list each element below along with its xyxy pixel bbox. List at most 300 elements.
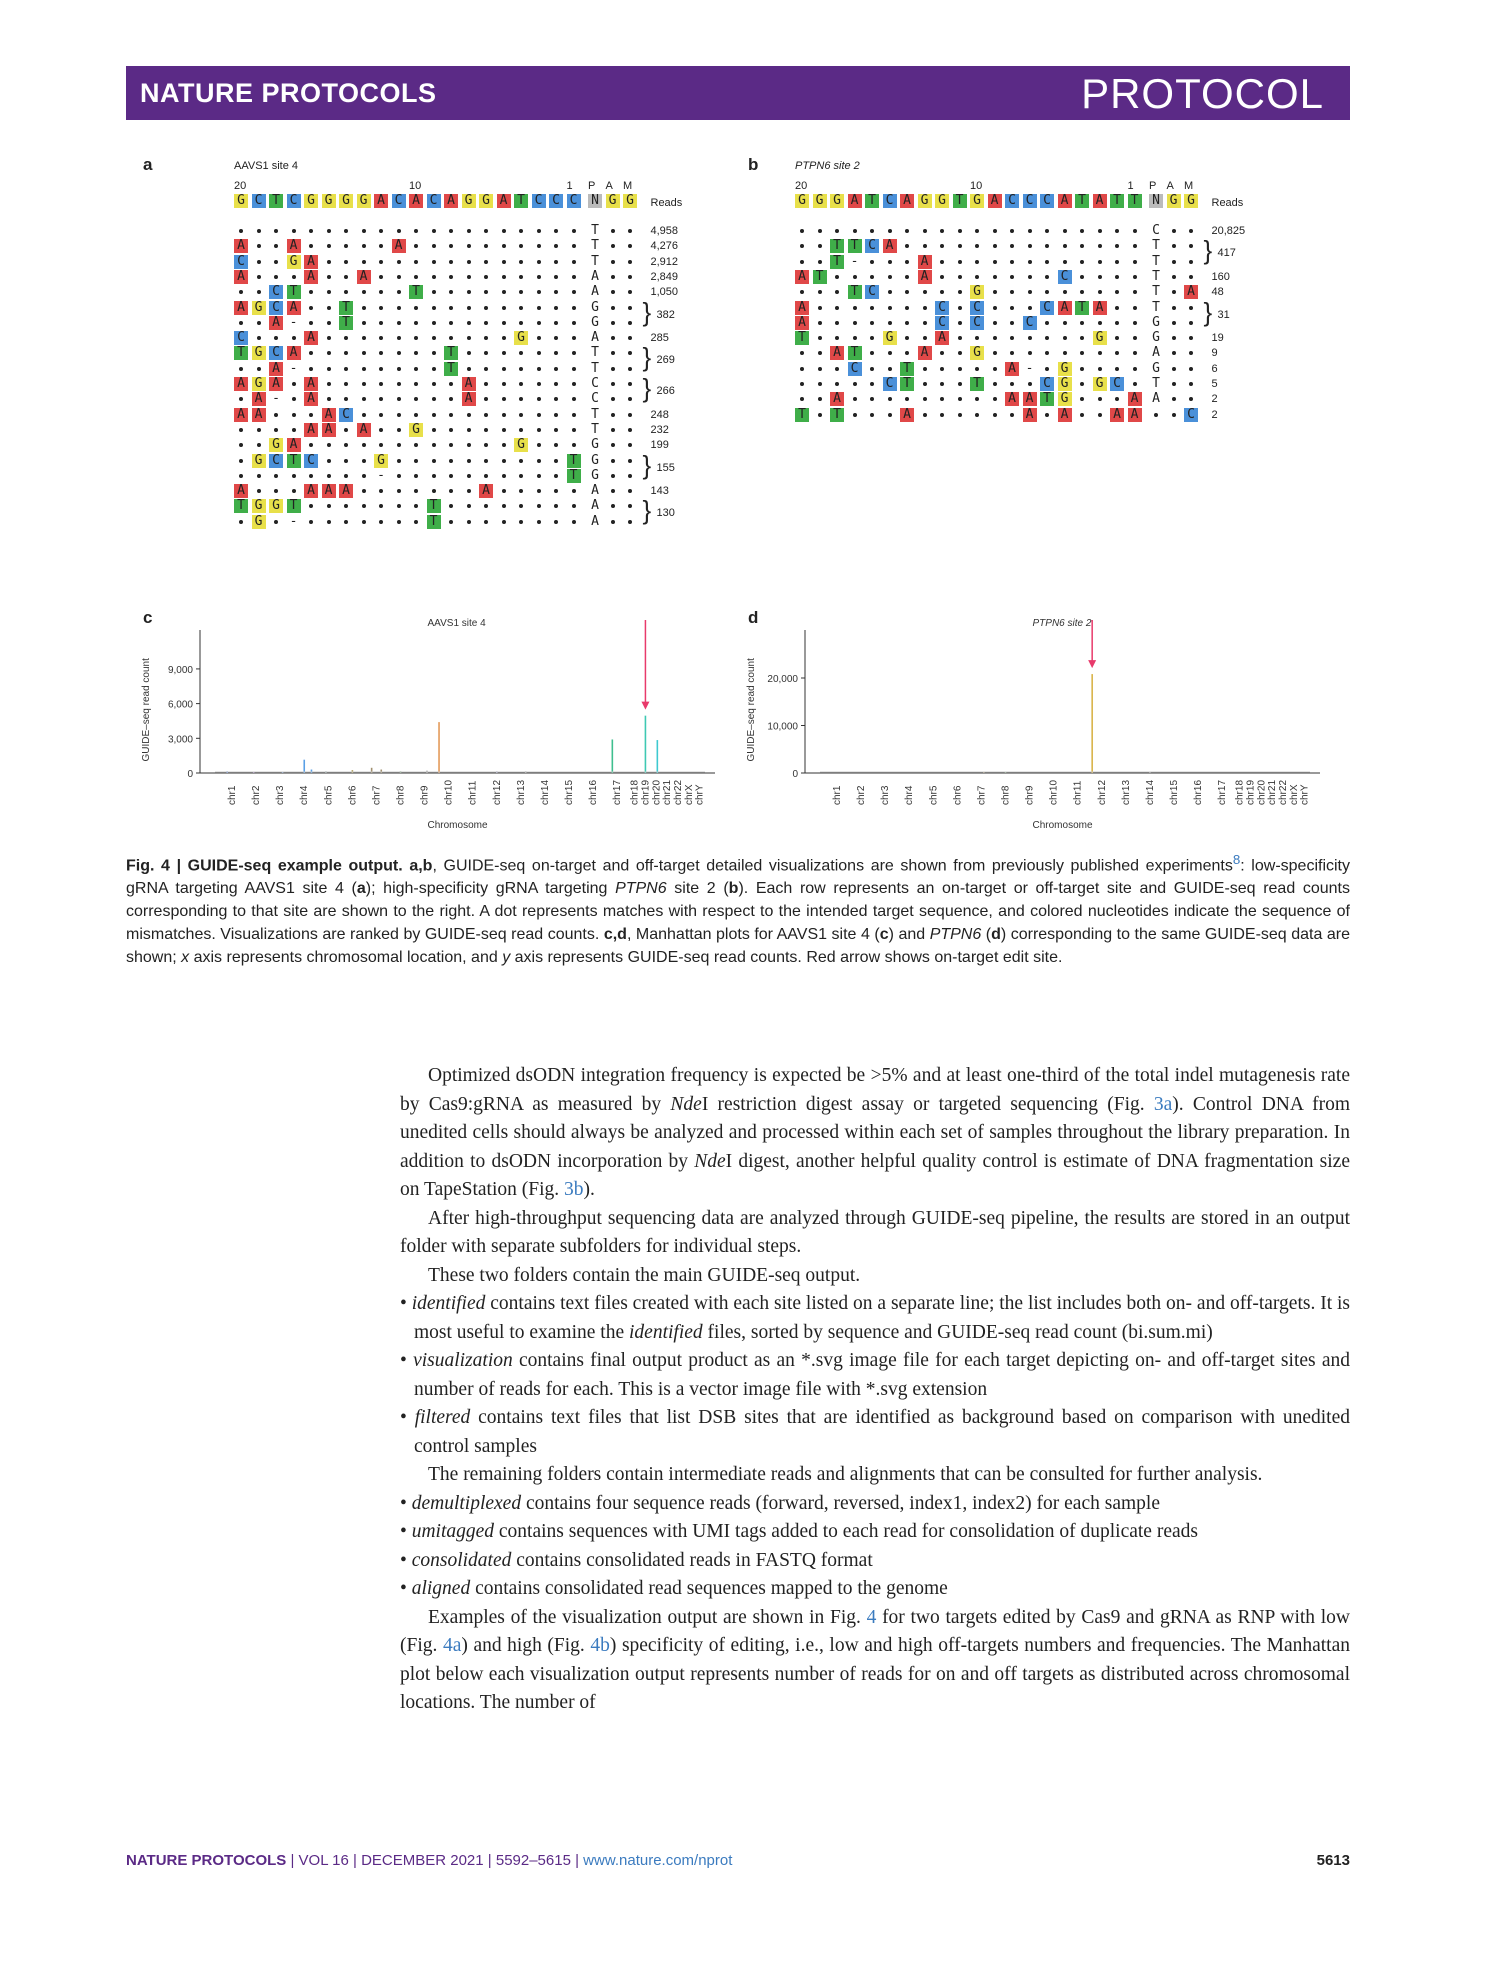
- match-dot: [800, 382, 804, 386]
- match-dot: [905, 290, 909, 294]
- match-dot: [554, 397, 558, 401]
- text: contains text files that list DSB sites that are identified as background based on comparison with unedited control samples: [414, 1407, 1350, 1457]
- match-dot: [1098, 260, 1102, 264]
- target-nucleotide: C: [549, 194, 563, 208]
- read-count: 232: [650, 423, 669, 436]
- match-dot: [554, 229, 558, 233]
- match-dot: [397, 413, 401, 417]
- mismatch-nucleotide: T: [567, 469, 581, 483]
- caption-text: axis represents chromosomal location, and: [189, 949, 503, 967]
- panel-d-letter: d: [748, 608, 759, 627]
- x-tick-label: chr4: [904, 785, 916, 805]
- read-count: 266: [656, 385, 675, 397]
- match-dot: [344, 397, 348, 401]
- match-dot: [1189, 336, 1193, 340]
- mismatch-nucleotide: C: [591, 391, 599, 407]
- mismatch-nucleotide: T: [287, 454, 301, 468]
- match-dot: [344, 229, 348, 233]
- match-dot: [519, 275, 523, 279]
- match-dot: [327, 504, 331, 508]
- match-dot: [467, 474, 471, 478]
- match-dot: [362, 520, 366, 524]
- match-dot: [1189, 351, 1193, 355]
- x-tick-label: chr1: [227, 785, 239, 805]
- match-dot: [1098, 275, 1102, 279]
- match-dot: [1028, 306, 1032, 310]
- match-dot: [888, 275, 892, 279]
- mismatch-nucleotide: C: [1040, 301, 1054, 315]
- match-dot: [379, 504, 383, 508]
- match-dot: [274, 260, 278, 264]
- mismatch-nucleotide: T: [830, 255, 844, 269]
- match-dot: [449, 290, 453, 294]
- match-dot: [1045, 321, 1049, 325]
- mismatch-nucleotide: T: [848, 285, 862, 299]
- match-dot: [853, 306, 857, 310]
- mismatch-nucleotide: T: [444, 346, 458, 360]
- match-dot: [975, 229, 979, 233]
- match-dot: [870, 306, 874, 310]
- match-dot: [975, 413, 979, 417]
- match-dot: [818, 351, 822, 355]
- match-dot: [379, 244, 383, 248]
- match-dot: [628, 367, 632, 371]
- match-dot: [257, 244, 261, 248]
- x-tick-label: chr9: [1024, 785, 1036, 805]
- match-dot: [484, 459, 488, 463]
- match-dot: [554, 306, 558, 310]
- match-dot: [484, 474, 488, 478]
- match-dot: [1080, 397, 1084, 401]
- mismatch-nucleotide: T: [234, 499, 248, 513]
- match-dot: [1063, 229, 1067, 233]
- match-dot: [502, 382, 506, 386]
- position-label: 20: [234, 180, 247, 192]
- x-tick-label: chr16: [588, 779, 600, 805]
- match-dot: [1115, 321, 1119, 325]
- match-dot: [502, 443, 506, 447]
- match-dot: [1133, 244, 1137, 248]
- caption-gene: PTPN6: [615, 880, 667, 898]
- target-nucleotide: N: [588, 194, 602, 208]
- match-dot: [502, 290, 506, 294]
- match-dot: [414, 260, 418, 264]
- mismatch-nucleotide: T: [234, 346, 248, 360]
- mismatch-nucleotide: G: [287, 255, 301, 269]
- target-nucleotide: C: [1040, 194, 1054, 208]
- match-dot: [611, 474, 615, 478]
- target-nucleotide: T: [865, 194, 879, 208]
- mismatch-nucleotide: T: [427, 515, 441, 529]
- mismatch-nucleotide: G: [514, 331, 528, 345]
- x-tick-label: chr2: [251, 785, 263, 805]
- x-tick-label: chrY: [694, 784, 706, 805]
- mismatch-nucleotide: C: [1110, 377, 1124, 391]
- caption-x: x: [181, 949, 190, 967]
- match-dot: [379, 397, 383, 401]
- match-dot: [628, 413, 632, 417]
- match-dot: [628, 306, 632, 310]
- match-dot: [958, 275, 962, 279]
- match-dot: [537, 459, 541, 463]
- mismatch-nucleotide: G: [883, 331, 897, 345]
- match-dot: [1133, 382, 1137, 386]
- match-dot: [1189, 260, 1193, 264]
- match-dot: [1098, 244, 1102, 248]
- match-dot: [484, 275, 488, 279]
- match-dot: [905, 351, 909, 355]
- brace-icon: }: [642, 495, 652, 526]
- match-dot: [1115, 306, 1119, 310]
- match-dot: [993, 382, 997, 386]
- position-label: A: [605, 180, 613, 192]
- match-dot: [888, 229, 892, 233]
- match-dot: [309, 351, 313, 355]
- x-tick-label: chr22: [672, 779, 684, 805]
- panel-a-letter: a: [143, 155, 153, 174]
- caption-gene: PTPN6: [929, 926, 982, 944]
- target-nucleotide: A: [409, 194, 423, 208]
- match-dot: [853, 275, 857, 279]
- read-count: 160: [1211, 270, 1230, 283]
- match-dot: [449, 428, 453, 432]
- folder-name: aligned: [411, 1578, 471, 1599]
- bullet-item: • filtered contains text files that list DSB sites that are identified as background based on comparison with unedited control samples: [400, 1407, 1350, 1457]
- mismatch-nucleotide: C: [234, 331, 248, 345]
- fig-4-link[interactable]: 4: [866, 1606, 877, 1628]
- match-dot: [344, 459, 348, 463]
- mismatch-nucleotide: G: [252, 377, 266, 391]
- match-dot: [519, 520, 523, 524]
- match-dot: [344, 443, 348, 447]
- match-dot: [397, 229, 401, 233]
- match-dot: [923, 306, 927, 310]
- match-dot: [519, 367, 523, 371]
- match-dot: [327, 459, 331, 463]
- mismatch-nucleotide: T: [970, 377, 984, 391]
- match-dot: [554, 321, 558, 325]
- match-dot: [1045, 290, 1049, 294]
- page-number: 5613: [1316, 1852, 1350, 1869]
- match-dot: [397, 336, 401, 340]
- match-dot: [611, 413, 615, 417]
- target-nucleotide: N: [1149, 194, 1163, 208]
- y-tick-label: 20,000: [767, 674, 798, 685]
- match-dot: [484, 336, 488, 340]
- match-dot: [611, 520, 615, 524]
- match-dot: [1080, 244, 1084, 248]
- fig-3a-link[interactable]: 3a: [1153, 1093, 1173, 1115]
- footer-url-link[interactable]: www.nature.com/nprot: [583, 1852, 733, 1869]
- match-dot: [292, 413, 296, 417]
- x-tick-label: chr7: [371, 785, 383, 805]
- folder-name: filtered: [414, 1407, 471, 1428]
- match-dot: [327, 474, 331, 478]
- match-dot: [1010, 321, 1014, 325]
- mismatch-nucleotide: T: [339, 316, 353, 330]
- x-tick-label: chr20: [1256, 779, 1268, 805]
- match-dot: [870, 367, 874, 371]
- match-dot: [344, 351, 348, 355]
- match-dot: [628, 336, 632, 340]
- x-tick-label: chr3: [880, 785, 892, 805]
- match-dot: [1172, 382, 1176, 386]
- target-nucleotide: G: [479, 194, 493, 208]
- caption-cd: c,d: [603, 926, 627, 944]
- fig-4b-link[interactable]: 4b: [590, 1635, 610, 1656]
- match-dot: [292, 489, 296, 493]
- match-dot: [519, 474, 523, 478]
- match-dot: [257, 428, 261, 432]
- match-dot: [993, 351, 997, 355]
- match-dot: [1133, 321, 1137, 325]
- match-dot: [835, 382, 839, 386]
- match-dot: [554, 351, 558, 355]
- match-dot: [379, 260, 383, 264]
- match-dot: [1045, 336, 1049, 340]
- match-dot: [362, 367, 366, 371]
- match-dot: [484, 367, 488, 371]
- match-dot: [309, 290, 313, 294]
- match-dot: [362, 244, 366, 248]
- match-dot: [1172, 244, 1176, 248]
- mismatch-nucleotide: A: [392, 239, 406, 253]
- mismatch-nucleotide: A: [304, 270, 318, 284]
- match-dot: [502, 428, 506, 432]
- match-dot: [362, 321, 366, 325]
- match-dot: [554, 428, 558, 432]
- match-dot: [993, 306, 997, 310]
- caption-ref-link[interactable]: 8: [1232, 852, 1241, 867]
- folder-name: demultiplexed: [411, 1492, 522, 1514]
- match-dot: [309, 321, 313, 325]
- match-dot: [449, 336, 453, 340]
- mismatch-nucleotide: C: [269, 346, 283, 360]
- match-dot: [1189, 397, 1193, 401]
- match-dot: [537, 306, 541, 310]
- match-dot: [432, 244, 436, 248]
- match-dot: [519, 397, 523, 401]
- match-dot: [554, 459, 558, 463]
- match-dot: [940, 275, 944, 279]
- mismatch-nucleotide: C: [970, 316, 984, 330]
- mismatch-nucleotide: A: [795, 301, 809, 315]
- target-nucleotide: G: [339, 194, 353, 208]
- arrow-head-icon: [641, 702, 649, 710]
- match-dot: [905, 321, 909, 325]
- match-dot: [414, 321, 418, 325]
- mismatch-nucleotide: A: [339, 484, 353, 498]
- match-dot: [835, 290, 839, 294]
- match-dot: [611, 504, 615, 508]
- match-dot: [1063, 321, 1067, 325]
- match-dot: [923, 290, 927, 294]
- match-dot: [537, 489, 541, 493]
- brace-icon: }: [642, 342, 652, 373]
- fig-3b-link[interactable]: 3b: [564, 1179, 584, 1200]
- match-dot: [993, 244, 997, 248]
- match-dot: [362, 489, 366, 493]
- match-dot: [379, 336, 383, 340]
- match-dot: [502, 229, 506, 233]
- mismatch-nucleotide: -: [269, 392, 283, 406]
- mismatch-nucleotide: T: [567, 454, 581, 468]
- target-nucleotide: G: [970, 194, 984, 208]
- match-dot: [414, 382, 418, 386]
- match-dot: [379, 443, 383, 447]
- match-dot: [274, 244, 278, 248]
- mismatch-nucleotide: A: [304, 484, 318, 498]
- panel-c-manhattan-plot: [135, 610, 735, 835]
- match-dot: [975, 397, 979, 401]
- match-dot: [835, 321, 839, 325]
- match-dot: [572, 260, 576, 264]
- match-dot: [975, 260, 979, 264]
- match-dot: [940, 244, 944, 248]
- bullet-item: • demultiplexed contains four sequence reads (forward, reversed, index1, index2) for each sample: [400, 1492, 1160, 1514]
- match-dot: [274, 428, 278, 432]
- match-dot: [484, 520, 488, 524]
- match-dot: [327, 382, 331, 386]
- read-count: 382: [656, 308, 675, 321]
- mismatch-nucleotide: A: [883, 239, 897, 253]
- x-tick-label: chr2: [856, 785, 868, 805]
- mismatch-nucleotide: C: [1152, 223, 1160, 238]
- match-dot: [940, 229, 944, 233]
- match-dot: [1010, 290, 1014, 294]
- match-dot: [327, 275, 331, 279]
- mismatch-nucleotide: C: [304, 454, 318, 468]
- text: ).: [583, 1179, 595, 1200]
- x-tick-label: chr12: [1096, 779, 1108, 805]
- match-dot: [519, 290, 523, 294]
- match-dot: [572, 290, 576, 294]
- match-dot: [449, 504, 453, 508]
- brace-icon: }: [642, 296, 652, 327]
- match-dot: [397, 474, 401, 478]
- target-nucleotide: C: [252, 194, 266, 208]
- match-dot: [628, 382, 632, 386]
- match-dot: [362, 260, 366, 264]
- target-nucleotide: T: [514, 194, 528, 208]
- match-dot: [940, 367, 944, 371]
- mismatch-nucleotide: A: [830, 392, 844, 406]
- mismatch-nucleotide: T: [287, 499, 301, 513]
- mismatch-nucleotide: A: [918, 346, 932, 360]
- match-dot: [628, 459, 632, 463]
- match-dot: [958, 321, 962, 325]
- mismatch-nucleotide: T: [1152, 376, 1160, 391]
- match-dot: [1133, 229, 1137, 233]
- y-tick-label: 6,000: [167, 699, 193, 711]
- match-dot: [870, 382, 874, 386]
- match-dot: [1172, 229, 1176, 233]
- match-dot: [502, 244, 506, 248]
- match-dot: [1098, 351, 1102, 355]
- match-dot: [432, 275, 436, 279]
- match-dot: [397, 275, 401, 279]
- match-dot: [888, 413, 892, 417]
- match-dot: [835, 306, 839, 310]
- match-dot: [414, 504, 418, 508]
- match-dot: [923, 244, 927, 248]
- match-dot: [1028, 336, 1032, 340]
- match-dot: [628, 260, 632, 264]
- match-dot: [344, 504, 348, 508]
- match-dot: [327, 306, 331, 310]
- match-dot: [432, 306, 436, 310]
- caption-text: , GUIDE-seq on-target and off-target detailed visualizations are shown from previously published experiments: [432, 857, 1233, 875]
- match-dot: [432, 413, 436, 417]
- paragraph: The remaining folders contain intermediate reads and alignments that can be consulted for further analysis.: [428, 1464, 1263, 1485]
- match-dot: [344, 290, 348, 294]
- x-tick-label: chr3: [275, 785, 287, 805]
- mismatch-nucleotide: G: [252, 301, 266, 315]
- match-dot: [993, 275, 997, 279]
- x-tick-label: chr5: [323, 785, 335, 805]
- match-dot: [379, 489, 383, 493]
- match-dot: [1010, 244, 1014, 248]
- match-dot: [467, 504, 471, 508]
- match-dot: [888, 351, 892, 355]
- match-dot: [853, 382, 857, 386]
- match-dot: [1133, 290, 1137, 294]
- match-dot: [1115, 229, 1119, 233]
- figure-caption: [126, 848, 1350, 969]
- match-dot: [923, 321, 927, 325]
- match-dot: [611, 459, 615, 463]
- match-dot: [484, 382, 488, 386]
- match-dot: [923, 229, 927, 233]
- x-tick-label: chr9: [419, 785, 431, 805]
- mismatch-nucleotide: A: [269, 362, 283, 376]
- match-dot: [628, 321, 632, 325]
- match-dot: [414, 367, 418, 371]
- match-dot: [958, 351, 962, 355]
- match-dot: [519, 382, 523, 386]
- match-dot: [1172, 260, 1176, 264]
- match-dot: [432, 397, 436, 401]
- match-dot: [1115, 397, 1119, 401]
- paragraph: These two folders contain the main GUIDE-seq output.: [428, 1264, 861, 1286]
- match-dot: [344, 382, 348, 386]
- x-tick-label: chrX: [1288, 784, 1300, 805]
- mismatch-nucleotide: T: [591, 360, 599, 376]
- match-dot: [1172, 367, 1176, 371]
- read-count: 269: [656, 354, 675, 367]
- match-dot: [1028, 229, 1032, 233]
- match-dot: [467, 520, 471, 524]
- x-axis-label: Chromosome: [427, 820, 488, 831]
- match-dot: [554, 244, 558, 248]
- mismatch-nucleotide: T: [1040, 392, 1054, 406]
- match-dot: [327, 260, 331, 264]
- match-dot: [975, 336, 979, 340]
- match-dot: [1045, 260, 1049, 264]
- read-count: 417: [1217, 247, 1236, 260]
- mismatch-nucleotide: T: [830, 408, 844, 422]
- text: Optimized dsODN integration frequency is expected be >5% and at least one-third of the total indel mutagenesis rate by Cas9:gRNA as measured by: [400, 1065, 1350, 1115]
- fig-4a-link[interactable]: 4a: [442, 1635, 462, 1656]
- folder-name: identified: [411, 1293, 486, 1314]
- match-dot: [870, 260, 874, 264]
- match-dot: [628, 443, 632, 447]
- match-dot: [853, 229, 857, 233]
- match-dot: [344, 336, 348, 340]
- caption-text: site 2 (: [666, 880, 729, 898]
- match-dot: [537, 260, 541, 264]
- match-dot: [467, 413, 471, 417]
